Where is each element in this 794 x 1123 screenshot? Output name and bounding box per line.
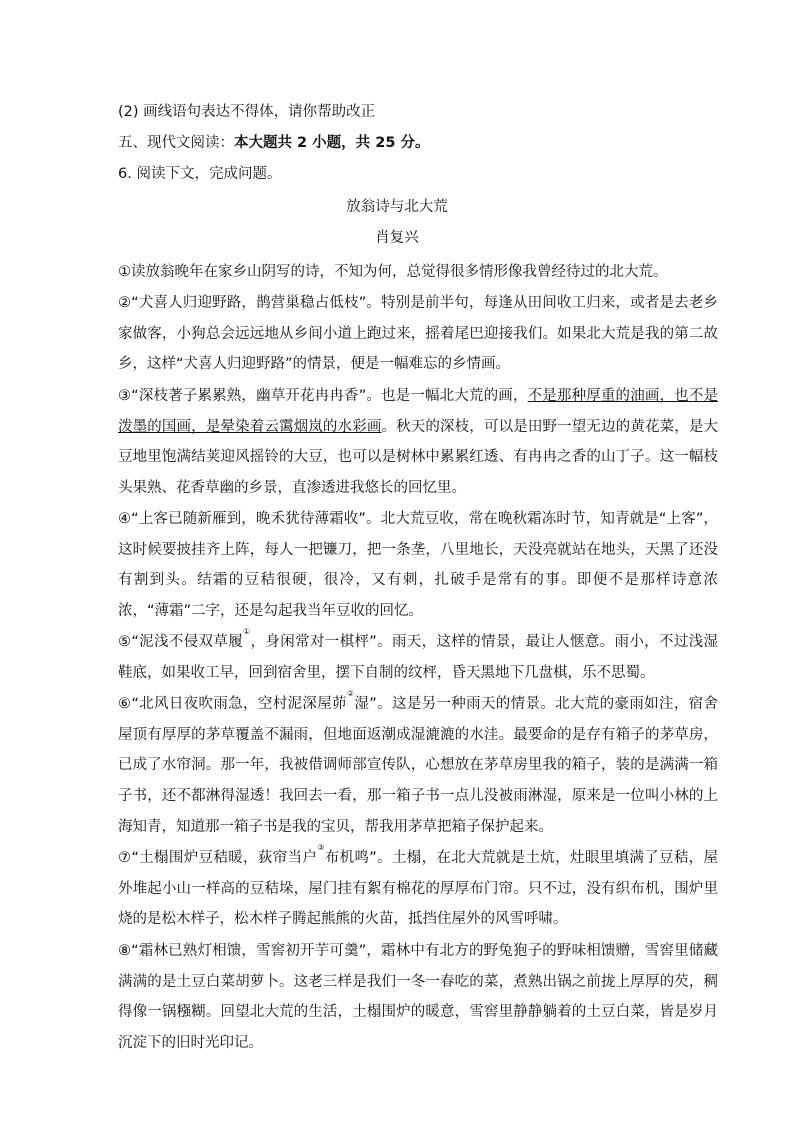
section-5-heading xyxy=(118,133,718,153)
paragraph-3-lead: ③“深枝著子累累熟，幽草开花冉冉香”。也是一幅北大荒的画， xyxy=(118,388,528,404)
article-title: 放翁诗与北大荒 xyxy=(346,199,448,215)
article-author: 肖复兴 xyxy=(375,230,419,246)
paragraph-5 xyxy=(118,627,718,688)
paragraph-1: ①读放翁晚年在家乡山阴写的诗，不知为何，总觉得很多情形像我曾经待过的北大荒。 xyxy=(118,264,668,280)
question-2: (2) 画线语句表达不得体，请你帮助改正 xyxy=(118,104,376,120)
footnote-marker-1: ① xyxy=(243,627,251,636)
paragraph-2: ②“犬喜人归迎野路，鹊营巢稳占低枝”。特别是前半句，每逢从田间收工归来，或者是去老乡家做客，小狗总会远远地从乡间小道上跑过来，摇着尾巴迎接我们。如果北大荒是我的第二故乡，这样“犬喜人归迎野路”的情景，便是一幅难忘的乡情画。 xyxy=(118,295,718,373)
paragraph-3-rest: 。秋天的深枝，可以是田野一望无边的黄花菜，是大豆地里饱满结荚迎风摇铃的大豆，也可以是树林中累累红透、有冉冉之香的山丁子。这一幅枝头果熟、花香草幽的乡景，直渗透进我悠长的回忆里。 xyxy=(118,418,719,497)
paragraph-6-rest: 湿”。这是另一种雨天的情景。北大荒的豪雨如注，宿舍屋顶有厚厚的茅草覆盖不漏雨，但地面返潮成湿漉漉的水洼。最要命的是存有箱子的茅草房，已成了水帘洞。那一年，我被借调师部宣传队，心想放在茅草房里我的箱子，装的是满满一箱子书，还不都淋得湿透！我回去一看，那一箱子书一点儿没被雨淋湿，原来是一位叫小林的上海知青，知道那一箱子书是我的宝贝，帮我用茅草把箱子保护起来。 xyxy=(118,696,719,835)
section-5-prefix: 五、现代文阅读： xyxy=(118,135,234,151)
paragraph-7-rest: 布机鸣”。土榻，在北大荒就是土炕，灶眼里填满了豆秸，屋外堆起小山一样高的豆秸垛，屋门挂有絮有棉花的厚厚布门帘。只不过，没有织布机，围炉里烧的是松木样子，松木样子腾起熊熊的火苗，抵挡住屋外的风雪呼啸。 xyxy=(118,850,719,928)
footnote-marker-3: ③ xyxy=(317,843,325,852)
paragraph-5-rest: ，身闲常对一棋枰”。雨天，这样的情景，最让人惬意。雨小，不过浅湿鞋底，如果收工早，回到宿舍里，摆下自制的纹枰，昏天黑地下几盘棋，乐不思蜀。 xyxy=(118,634,719,681)
paragraph-4: ④“上客已随新雁到，晚禾犹待薄霜收”。北大荒豆收，常在晚秋霜冻时节，知青就是“上客”，这时候要披挂齐上阵，每人一把镰刀，把一条垄，八里地长，天没亮就站在地头，天黑了还没有割到头。结霜的豆秸很硬，很冷，又有刺，扎破手是常有的事。即便不是那样诗意浓浓，“薄霜”二字，还是勾起我当年豆收的回忆。 xyxy=(118,511,718,620)
paragraph-7-lead: ⑦“土榻围炉豆秸暖，荻帘当户 xyxy=(118,850,318,866)
underlined-sentence: 不是那种厚重的油画，也不是泼墨的国画，是晕染着云霭烟岚的水彩画 xyxy=(118,388,719,435)
paragraph-6 xyxy=(118,689,718,843)
paragraph-6-lead: ⑥“北风日夜吹雨急，空村泥深屋茆 xyxy=(118,696,347,712)
paragraph-3 xyxy=(118,381,718,504)
section-5-score: 本大题共 2 小题，共 25 分。 xyxy=(234,135,430,151)
paragraph-8: ⑧“霜林已熟灯相馈，雪窖初开芋可羹”，霜林中有北方的野兔狍子的野味相馈赠，雪窖里储藏满满的是土豆白菜胡萝卜。这老三样是我们一冬一春吃的菜，煮熟出锅之前拢上厚厚的芡，稠得像一锅糨糊。回望北大荒的生活，土榻围炉的暖意，雪窖里静静躺着的土豆白菜，皆是岁月沉淀下的旧时光印记。 xyxy=(118,943,718,1052)
paragraph-5-lead: ⑤“泥浅不侵双草履 xyxy=(118,634,244,650)
q6-instruction: 6. 阅读下文，完成问题。 xyxy=(118,166,282,182)
paragraph-7 xyxy=(118,843,718,935)
footnote-marker-2: ② xyxy=(346,689,355,698)
